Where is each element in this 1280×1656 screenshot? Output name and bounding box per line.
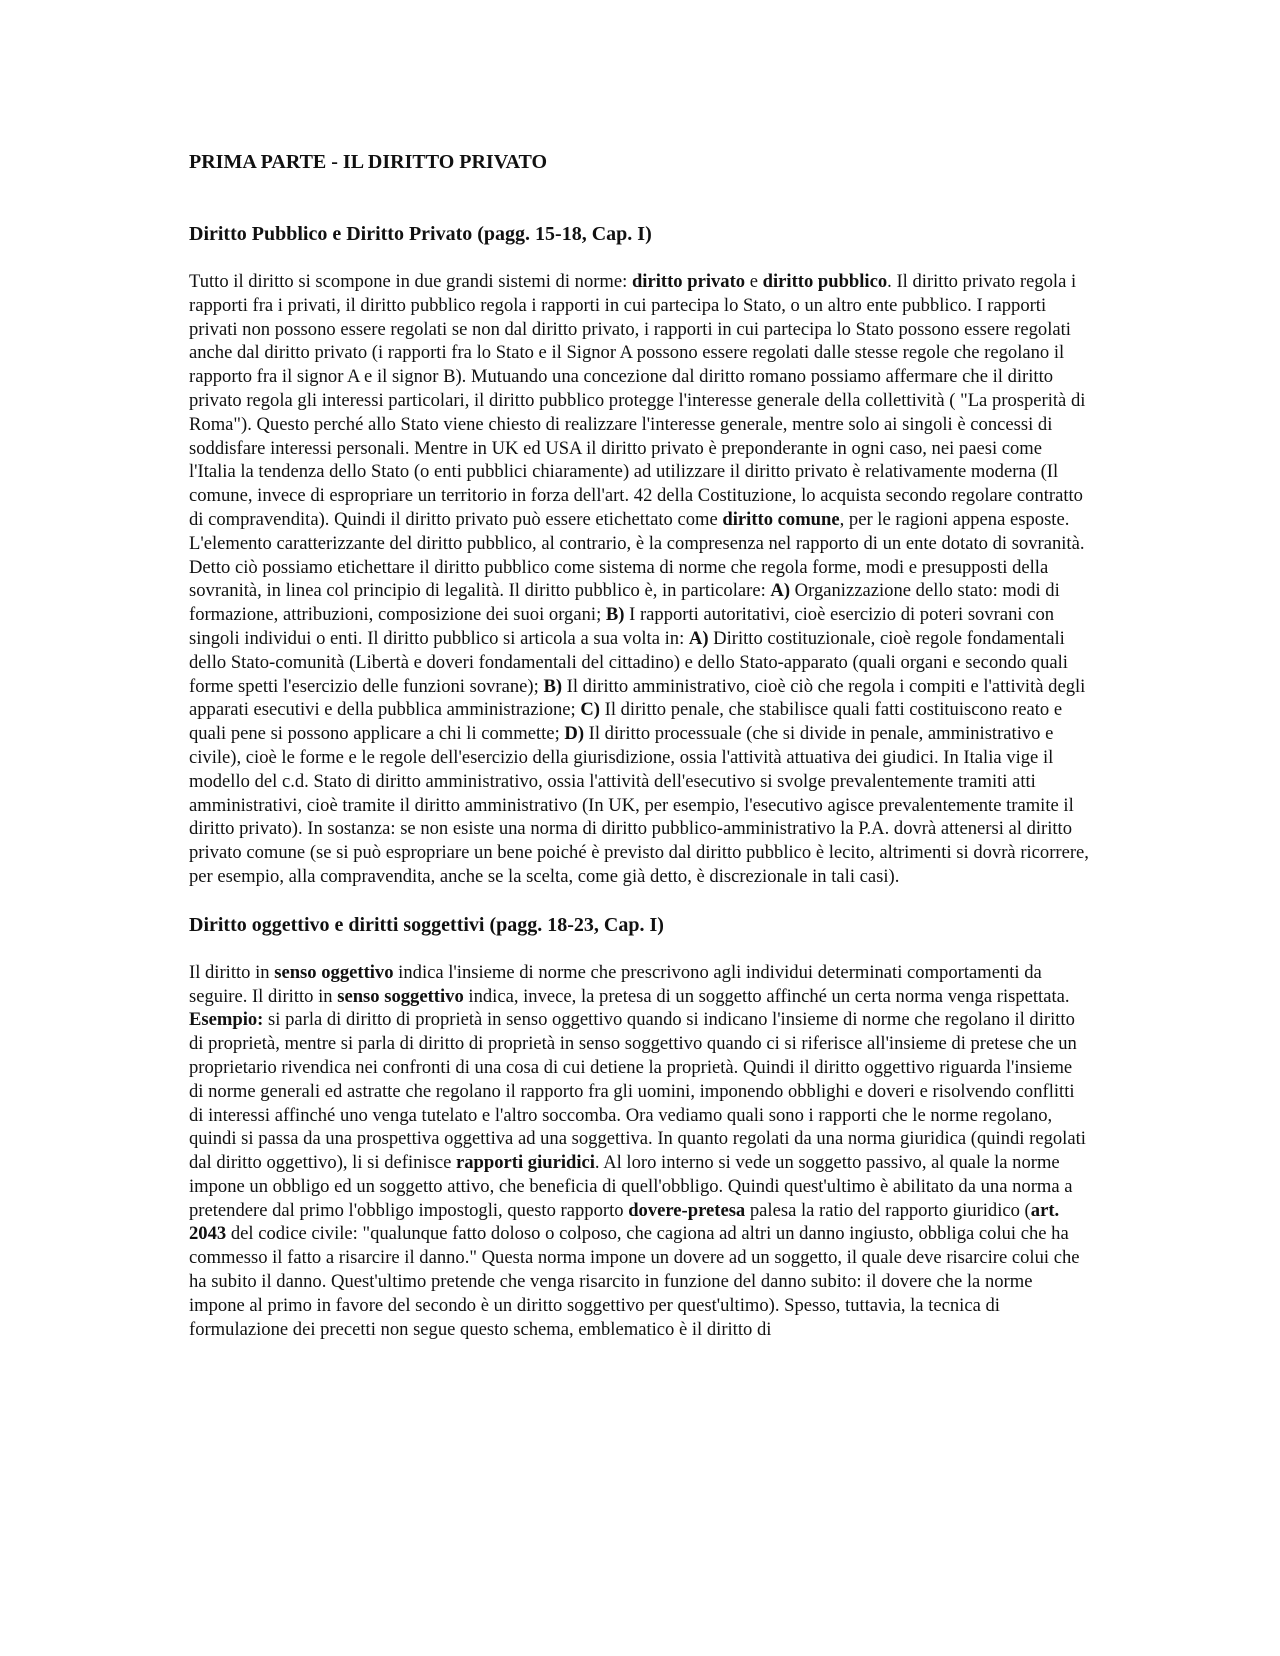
section-title: Diritto oggettivo e diritti soggettivi (pagg. 18-23, Cap. I)	[189, 913, 664, 936]
document-page	[189, 150, 1089, 1365]
bold-term: art. 2043	[189, 1199, 1060, 1245]
text-run: indica, invece, la pretesa di un soggetto affinché un certa norma venga rispettata.	[463, 985, 1070, 1007]
bold-term: diritto comune	[722, 508, 840, 530]
part-title: PRIMA PARTE - IL DIRITTO PRIVATO	[189, 151, 548, 173]
bold-term: diritto privato	[631, 271, 746, 292]
bold-term: rapporti giuridici	[455, 1152, 595, 1174]
bold-term: senso soggettivo	[337, 985, 464, 1007]
text-run: Diritto costituzionale, cioè regole fondamentali dello Stato-comunità (Libertà e doveri fondamentali del cittadino) e dello Stato-apparato (quali organi e secondo quali forme spetti l'esercizio delle funzioni sovrane);	[189, 627, 1068, 697]
bold-term: diritto pubblico	[762, 271, 888, 292]
bold-term: C)	[580, 699, 600, 721]
text-run: . Il diritto privato regola i rapporti fra i privati, il diritto pubblico regola i rapporti in cui partecipa lo Stato, o un altro ente pubblico. I rapporti privati non possono essere regolati se non dal diritto privato, i rapporti in cui partecipa lo Stato possono essere regolati anche dal diritto privato (i rapporti fra lo Stato e il Signor A possono essere regolati dalle stesse regole che regolano il rapporto fra il signor A e il signor B). Mutuando una concezione dal diritto romano possiamo affermare che il diritto privato regola gli interessi particolari, il diritto pubblico protegge l'interesse generale della collettività ( "La prosperità di Roma"). Questo perché allo Stato viene chiesto di realizzare l'interesse generale, mentre solo ai singoli è concessi di soddisfare interessi personali. Mentre in UK ed USA il diritto privato è preponderante in ogni caso, nei paesi come l'Italia la tendenza dello Stato (o enti pubblici chiaramente) ad utilizzare il diritto privato è relativamente moderna (Il comune, invece di espropriare un territorio in forza dell'art. 42 della Costituzione, lo acquista secondo regolare contratto di compravendita). Quindi il diritto privato può essere etichettato come	[189, 271, 1086, 530]
bold-term: dovere-pretesa	[628, 1199, 746, 1221]
text-run: Organizzazione dello stato: modi di formazione, attribuzioni, composizione dei suoi organi;	[189, 580, 1060, 626]
text-run: palesa la ratio del rapporto giuridico (	[745, 1199, 1031, 1221]
text-run: Il diritto amministrativo, cioè ciò che regola i compiti e l'attività degli apparati esecutivi e della pubblica amministrazione;	[189, 675, 1086, 721]
section-body	[189, 270, 1089, 889]
text-run: Il diritto processuale (che si divide in penale, amministrativo e civile), cioè le forme e le regole dell'esercizio della giurisdizione, ossia l'attività attuativa dei giudici. In Italia vige il modello del c.d. Stato di diritto amministrativo, ossia l'attività dell'esecutivo si svolge prevalentemente tramiti atti amministrativi, cioè tramite il diritto amministrativo (In UK, per esempio, l'esecutivo agisce prevalentemente tramite il diritto privato). In sostanza: se non esiste una norma di diritto pubblico-amministrativo la P.A. dovrà attenersi al diritto privato comune (se si può espropriare un bene poiché è previsto dal diritto pubblico è lecito, altrimenti si dovrà ricorrere, per esempio, alla compravendita, anche se la scelta, come già detto, è discrezionale in tali casi).	[189, 723, 1089, 887]
bold-term: A)	[770, 580, 791, 602]
bold-term: A)	[688, 627, 709, 649]
text-run: indica l'insieme di norme che prescrivono agli individui determinati comportamenti da seguire. Il diritto in	[189, 961, 1042, 1007]
text-run: si parla di diritto di proprietà in senso oggettivo quando si indicano l'insieme di norme che regolano il diritto di proprietà, mentre si parla di diritto di proprietà in senso soggettivo quando ci si riferisce all'insieme di pretese che un proprietario rivendica nei confronti di una cosa di cui detiene la proprietà. Quindi il diritto oggettivo riguarda l'insieme di norme generali ed astratte che regolano il rapporto fra gli uomini, imponendo obblighi e doveri e risolvendo conflitti di interessi affinché uno venga tutelato e l'altro soccomba. Ora vediamo quali sono i rapporti che le norme regolano, quindi si passa da una prospettiva oggettiva ad una soggettiva. In quanto regolati da una norma giuridica (quindi regolati dal diritto oggettivo), li si definisce	[189, 1009, 1086, 1174]
text-run: I rapporti autoritativi, cioè esercizio di poteri sovrani con singoli individui o enti. Il diritto pubblico si articola a sua volta in:	[189, 604, 1055, 649]
text-run: Il diritto penale, che stabilisce quali fatti costituiscono reato e quali pene si possono applicare a chi li commette;	[189, 699, 1063, 745]
bold-term: senso oggettivo	[274, 961, 394, 983]
bold-term: B)	[543, 675, 563, 697]
text-run: del codice civile: "qualunque fatto doloso o colposo, che cagiona ad altri un danno ingiusto, obbliga colui che ha commesso il fatto a risarcire il danno." Questa norma impone un dovere ad un soggetto, il quale deve risarcire colui che ha subito il danno. Quest'ultimo pretende che venga risarcito in funzione del danno subito: il dovere che la norme impone al primo in favore del secondo è un diritto soggettivo per quest'ultimo). Spesso, tuttavia, la tecnica di formulazione dei precetti non segue questo schema, emblematico è il diritto di	[189, 1223, 1080, 1340]
text-run: Il diritto in	[189, 961, 275, 983]
text-run: , per le ragioni appena esposte. L'elemento caratterizzante del diritto pubblico, al contrario, è la compresenza nel rapporto di un ente dotato di sovranità. Detto ciò possiamo etichettare il diritto pubblico come sistema di norme che regola forme, modi e presupposti della sovranità, in linea col principio di legalità. Il diritto pubblico è, in particolare:	[189, 508, 1085, 602]
text-run: e	[745, 271, 763, 292]
bold-term: Esempio:	[189, 1009, 264, 1031]
section-body	[189, 961, 1089, 1342]
bold-term: D)	[564, 723, 585, 745]
section-diritto-pubblico-privato	[189, 222, 1089, 889]
section-title: Diritto Pubblico e Diritto Privato (pagg. 15-18, Cap. I)	[189, 223, 652, 245]
section-diritto-oggettivo-soggettivo	[189, 913, 1089, 1342]
text-run: . Al loro interno si vede un soggetto passivo, al quale la norme impone un obbligo ed un soggetto attivo, che beneficia di quell'obbligo. Quindi quest'ultimo è abilitato da una norma a pretendere dal primo l'obbligo impostogli, questo rapporto	[189, 1152, 1073, 1221]
text-run: Tutto il diritto si scompone in due grandi sistemi di norme:	[189, 271, 632, 292]
bold-term: B)	[605, 604, 625, 626]
